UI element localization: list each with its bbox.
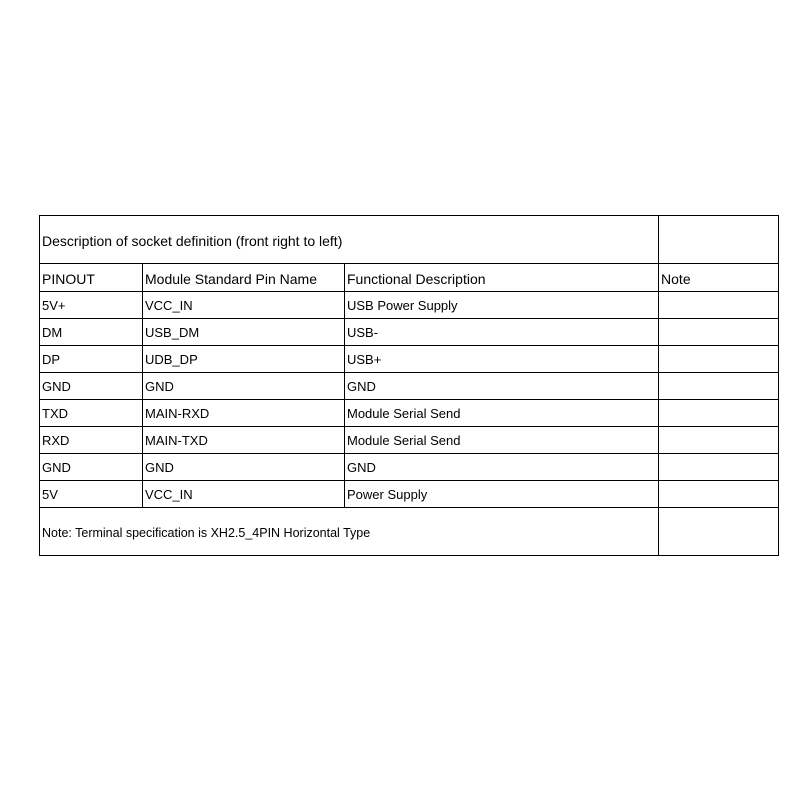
cell-pinout: 5V+: [40, 292, 143, 319]
header-functional-description: Functional Description: [345, 264, 659, 292]
header-standard-pin-name: Module Standard Pin Name: [143, 264, 345, 292]
table-row: [40, 346, 779, 373]
cell-functional-description: Module Serial Send: [345, 427, 659, 454]
footer-note: Note: Terminal specification is XH2.5_4PIN Horizontal Type: [40, 508, 659, 556]
cell-functional-description: GND: [345, 454, 659, 481]
cell-functional-description: USB+: [345, 346, 659, 373]
cell-functional-description: USB-: [345, 319, 659, 346]
cell-note: [659, 400, 779, 427]
cell-pinout: GND: [40, 373, 143, 400]
cell-standard-pin-name: MAIN-RXD: [143, 400, 345, 427]
cell-functional-description: GND: [345, 373, 659, 400]
cell-pinout: DM: [40, 319, 143, 346]
header-note: Note: [659, 264, 779, 292]
cell-pinout: DP: [40, 346, 143, 373]
table-row: [40, 427, 779, 454]
cell-standard-pin-name: MAIN-TXD: [143, 427, 345, 454]
table-row: [40, 454, 779, 481]
table-footer-row: [40, 508, 779, 556]
table-row: [40, 319, 779, 346]
cell-pinout: GND: [40, 454, 143, 481]
cell-functional-description: Power Supply: [345, 481, 659, 508]
header-pinout: PINOUT: [40, 264, 143, 292]
footer-note-cell: [659, 508, 779, 556]
cell-standard-pin-name: UDB_DP: [143, 346, 345, 373]
cell-standard-pin-name: VCC_IN: [143, 292, 345, 319]
cell-pinout: 5V: [40, 481, 143, 508]
socket-definition-table: [39, 215, 779, 556]
cell-note: [659, 292, 779, 319]
cell-note: [659, 319, 779, 346]
cell-standard-pin-name: GND: [143, 454, 345, 481]
cell-functional-description: USB Power Supply: [345, 292, 659, 319]
title-note-cell: [659, 216, 779, 264]
table-row: [40, 481, 779, 508]
table-row: [40, 400, 779, 427]
cell-pinout: RXD: [40, 427, 143, 454]
cell-note: [659, 454, 779, 481]
cell-note: [659, 481, 779, 508]
cell-note: [659, 427, 779, 454]
cell-standard-pin-name: GND: [143, 373, 345, 400]
table-header-row: [40, 264, 779, 292]
cell-note: [659, 346, 779, 373]
cell-standard-pin-name: USB_DM: [143, 319, 345, 346]
cell-note: [659, 373, 779, 400]
cell-standard-pin-name: VCC_IN: [143, 481, 345, 508]
cell-pinout: TXD: [40, 400, 143, 427]
table-title: Description of socket definition (front right to left): [40, 216, 659, 264]
table-row: [40, 292, 779, 319]
table-row: [40, 373, 779, 400]
cell-functional-description: Module Serial Send: [345, 400, 659, 427]
table-title-row: [40, 216, 779, 264]
